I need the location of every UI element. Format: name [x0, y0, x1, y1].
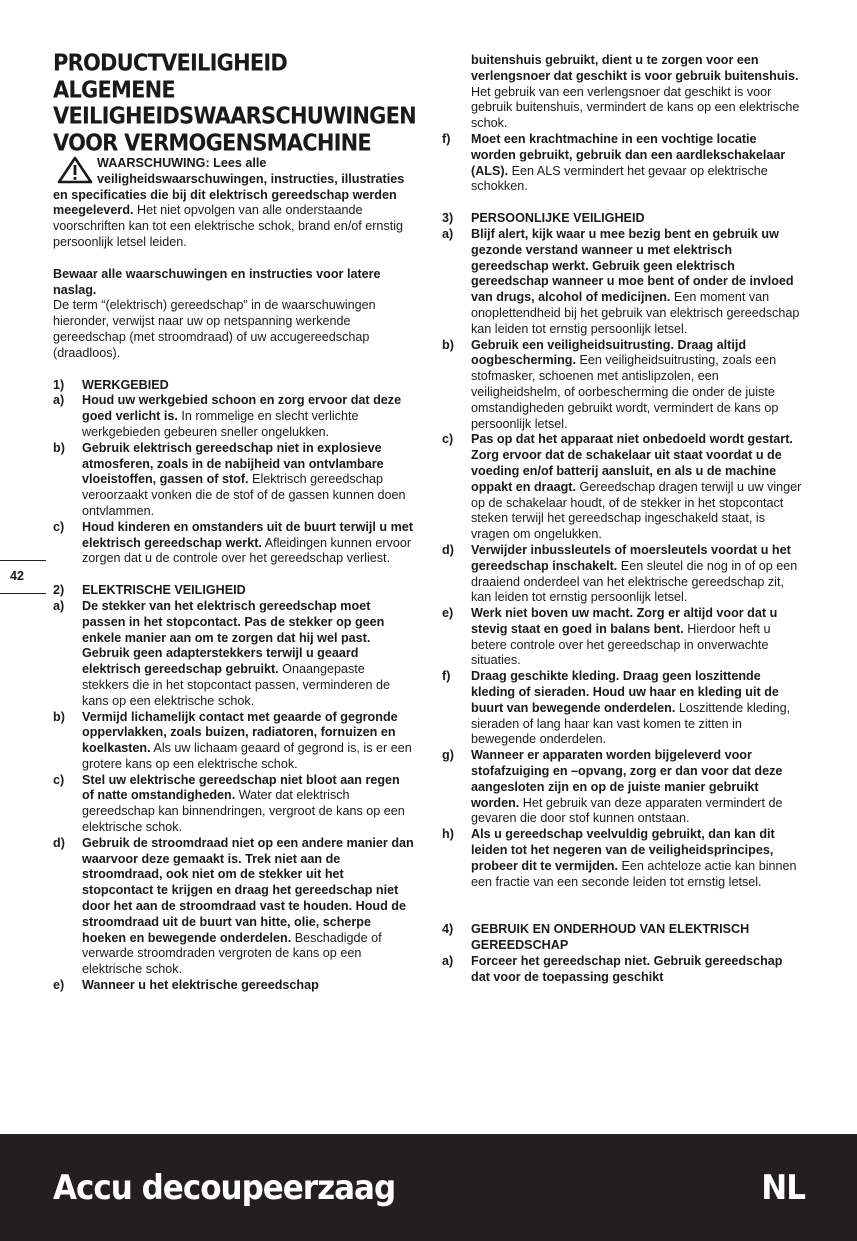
item-text: Een moment van onoplettendheid bij het gebruik van elektrisch gereedschap kan leiden tot ernstig persoonlijk letsel.: [471, 290, 800, 336]
keep-text: De term “(elektrisch) gereedschap” in de waarschuwingen hieronder, verwijst naar uw op netspanning werkende gereedschap (met stroomdraad) of uw accugereedschap (draadloos).: [53, 298, 376, 360]
list-item: [53, 836, 415, 978]
item-text: Een sleutel die nog in of op een draaiend onderdeel van het elektrische gereedschap zit, kan leiden tot ernstig persoonlijk letsel.: [471, 558, 798, 605]
item-body: [471, 827, 804, 890]
item-bold: Gebruik een veiligheidsuitrusting. Draag altijd oogbescherming.: [471, 337, 747, 368]
item-text: Water dat elektrisch gereedschap kan binnendringen, vergroot de kans op een elektrische schok.: [82, 788, 405, 835]
section-heading: [53, 583, 415, 599]
item-bold: Houd kinderen en omstanders uit de buurt terwijl u met elektrisch gereedschap werkt.: [82, 519, 413, 550]
item-body: [82, 520, 415, 567]
item-body: [82, 773, 415, 836]
item-body: [471, 338, 804, 433]
item-body: [82, 599, 415, 710]
item-text: Een achteloze actie kan binnen een fractie van een seconde leiden tot ernstig letsel.: [471, 858, 797, 889]
item-text: In rommelige en slecht verlichte werkgebieden gebeuren sneller ongelukken.: [82, 409, 359, 439]
item-body: [82, 978, 415, 994]
item-letter: c): [53, 772, 65, 787]
item-text: Een veiligheidsuitrusting, zoals een stofmasker, schoenen met antislipzolen, een veiligheidshelm, of oorbescherming die onder de juiste omstandigheden gebruikt wordt, vermindert de kans op persoonlijk letsel.: [471, 353, 779, 431]
list-item: [442, 338, 804, 433]
item-bold: buitenshuis gebruikt, dient u te zorgen voor een verlengsnoer dat geschikt is voor gebruik buitenshuis.: [471, 53, 799, 83]
warning-bold-text: : Lees alle veiligheidswaarschuwingen, instructies, illustraties en specificaties die bij dit elektrisch gereedschap werden meegeleverd.: [53, 156, 405, 218]
item-text: Een ALS vermindert het gevaar op elektrische schokken.: [471, 163, 768, 194]
warning-block: [53, 156, 415, 251]
item-bold: Stel uw elektrische gereedschap niet bloot aan regen of natte omstandigheden.: [82, 772, 400, 803]
item-body: [471, 543, 804, 606]
list-item: [442, 669, 804, 748]
item-bold: Verwijder inbussleutels of moersleutels voordat u het gereedschap inschakelt.: [471, 542, 791, 573]
list-item: [53, 978, 415, 994]
section-heading: [442, 922, 804, 954]
item-letter: b): [442, 337, 454, 352]
item-text: Het gebruik van een verlengsnoer dat geschikt is voor gebruik buitenshuis, vermindert de kans op een elektrische schok.: [471, 84, 800, 131]
list-item: [442, 432, 804, 543]
item-bold: Vermijd lichamelijk contact met geaarde of gegronde oppervlakken, zoals buizen, radiatoren, fornuizen en koelkasten.: [82, 709, 398, 756]
keep-instructions: [53, 267, 415, 362]
footer-language-code: NL: [761, 1168, 805, 1208]
item-text: Als uw lichaam geaard of gegrond is, is er een grotere kans op een elektrische schok.: [82, 741, 412, 771]
item-letter: f): [442, 669, 451, 684]
item-text: Loszittende kleding, sieraden of lang haar kan vast komen te zitten in bewegende onderdelen.: [471, 700, 791, 747]
item-body: [82, 393, 415, 440]
item-bold: Als u gereedschap veelvuldig gebruikt, dan kan dit leiden tot het negeren van de veiligheidsprincipes, probeer dit te vermijden.: [471, 827, 775, 873]
item-bold: Wanneer er apparaten worden bijgeleverd voor stofafzuiging en –opvang, zorg er dan voor dat deze aangesloten zijn en op de juiste manier gebruikt worden.: [471, 748, 783, 810]
left-column: [53, 50, 415, 1010]
list-item: [53, 441, 415, 520]
item-letter: d): [442, 542, 454, 557]
right-column: [442, 53, 804, 1002]
item-bold: Draag geschikte kleding. Draag geen loszittende kleding of sieraden. Houd uw haar en kleding uit de buurt van bewegende onderdelen.: [471, 669, 779, 715]
item-letter: c): [53, 519, 65, 534]
footer-product-title: Accu decoupeerzaag: [53, 1168, 396, 1208]
list-item: [53, 710, 415, 773]
section-work-area: [53, 378, 415, 568]
section-number: 1): [53, 377, 65, 392]
section-heading: [442, 211, 804, 227]
item-bold: Houd uw werkgebied schoon en zorg ervoor dat deze goed verlicht is.: [82, 393, 402, 424]
item-letter: e): [53, 978, 65, 993]
section-number: 2): [53, 583, 65, 598]
item-letter: a): [53, 598, 65, 613]
item-body: [82, 710, 415, 773]
item-body: [471, 432, 804, 543]
item-letter: c): [442, 432, 454, 447]
item-letter: d): [53, 835, 65, 850]
item-letter: a): [53, 393, 65, 408]
item-text: Elektrisch gereedschap veroorzaakt vonken die de stof of de gassen kunnen doen ontvlammen.: [82, 472, 406, 518]
item-bold: Moet een krachtmachine in een vochtige locatie worden gebruikt, gebruik dan een aardlekschakelaar (ALS).: [471, 131, 786, 178]
item-bold: Gebruik elektrisch gereedschap niet in explosieve atmosferen, zoals in de nabijheid van ontvlambare vloeistoffen, gassen of stof.: [82, 440, 384, 487]
section-title: GEBRUIK EN ONDERHOUD VAN ELEKTRISCH GEREEDSCHAP: [471, 922, 750, 953]
item-bold: Forceer het gereedschap niet. Gebruik gereedschap dat voor de toepassing geschikt: [471, 954, 783, 984]
item-body: [82, 836, 415, 978]
list-item: [53, 773, 415, 836]
section-title: ELEKTRISCHE VEILIGHEID: [82, 583, 246, 598]
item-bold: Gebruik de stroomdraad niet op een andere manier dan waarvoor deze gemaakt is. Trek niet aan de stroomdraad, ook niet om de stekker uit het stopcontact te krijgen en draag het gereedschap niet door het aan de stroomdraad vast te houden. Houd de stroomdraad uit de buurt van hitte, olie, scherpe hoeken en bewegende onderdelen.: [82, 835, 414, 945]
list-item: [53, 393, 415, 440]
list-item: [442, 827, 804, 890]
item-body: [471, 669, 804, 748]
item-text: Beschadigde of verwarde stroomdraden vergroten de kans op een elektrische schok.: [82, 930, 382, 977]
item-body: [471, 227, 804, 338]
list-item: [442, 227, 804, 338]
item-letter: a): [442, 226, 454, 241]
page-title: PRODUCTVEILIGHEID ALGEMENE VEILIGHEIDSWAARSCHUWINGEN VOOR VERMOGENSMACHINE: [53, 50, 416, 156]
item-continuation: [442, 53, 804, 132]
item-letter: b): [53, 440, 65, 455]
section-electrical-safety: [53, 583, 415, 994]
item-body: [471, 748, 804, 827]
section-heading: [53, 378, 415, 394]
list-item: [442, 954, 804, 986]
section-title: WERKGEBIED: [82, 377, 169, 392]
section-number: 3): [442, 211, 454, 226]
section-number: 4): [442, 922, 454, 937]
warning-text: Het niet opvolgen van alle onderstaande voorschriften kan tot een elektrische schok, brand en/of ernstig persoonlijk letsel leiden.: [53, 203, 404, 249]
list-item: [442, 132, 804, 195]
item-letter: a): [442, 954, 454, 969]
item-text: Afleidingen kunnen ervoor zorgen dat u de controle over het gereedschap verliest.: [82, 535, 412, 566]
page-number: 42: [0, 560, 46, 594]
section-title: PERSOONLIJKE VEILIGHEID: [471, 211, 645, 226]
item-letter: e): [442, 606, 454, 621]
item-bold: Blijf alert, kijk waar u mee bezig bent en gebruik uw gezonde verstand wanneer u met elektrisch gereedschap werkt. Gebruik geen elektrisch gereedschap wanneer u moe bent of onder de invloed van drugs, alcohol of medicijnen.: [471, 226, 794, 305]
item-body: [471, 606, 804, 669]
item-bold: Pas op dat het apparaat niet onbedoeld wordt gestart. Zorg ervoor dat de schakelaar uit staat voordat u de voeding en/of batterij aansluit, en als u de machine oppakt en draagt.: [471, 432, 793, 494]
item-text: Het gebruik van deze apparaten vermindert de gevaren die door stof kunnen ontstaan.: [471, 795, 783, 826]
item-bold: Werk niet boven uw macht. Zorg er altijd voor dat u stevig staat en goed in balans bent.: [471, 606, 778, 636]
list-item: [442, 748, 804, 827]
item-bold: Wanneer u het elektrische gereedschap: [82, 978, 319, 993]
item-letter: h): [442, 827, 454, 842]
warning-label: WAARSCHUWING: [97, 156, 206, 170]
item-letter: g): [442, 748, 454, 763]
item-letter: f): [442, 131, 451, 146]
section-personal-safety: [442, 211, 804, 890]
keep-bold: Bewaar alle waarschuwingen en instructies voor latere naslag.: [53, 266, 381, 297]
item-text: Onaangepaste stekkers die in het stopcontact passen, verminderen de kans op een elektrische schok.: [82, 662, 391, 708]
list-item: [442, 606, 804, 669]
warning-triangle-icon: [57, 156, 93, 184]
item-body: [471, 132, 804, 195]
list-item: [53, 599, 415, 710]
item-bold: De stekker van het elektrisch gereedschap moet passen in het stopcontact. Pas de stekker op geen enkele manier aan om te zorgen dat hij wel past. Gebruik geen adapterstekkers terwijl u geaard elektrisch gereedschap gebruikt.: [82, 598, 385, 677]
item-body: [82, 441, 415, 520]
item-letter: b): [53, 709, 65, 724]
list-item: [442, 543, 804, 606]
item-text: Gereedschap dragen terwijl u uw vinger op de schakelaar houdt, of de stekker in het stopcontact steken terwijl het gereedschap ingeschakeld staat, is vragen om ongelukken.: [471, 479, 802, 542]
section-use-and-care: [442, 922, 804, 985]
item-text: Hierdoor heft u betere controle over het gereedschap in onverwachte situaties.: [471, 621, 771, 668]
list-item: [53, 520, 415, 567]
item-body: [471, 954, 804, 986]
